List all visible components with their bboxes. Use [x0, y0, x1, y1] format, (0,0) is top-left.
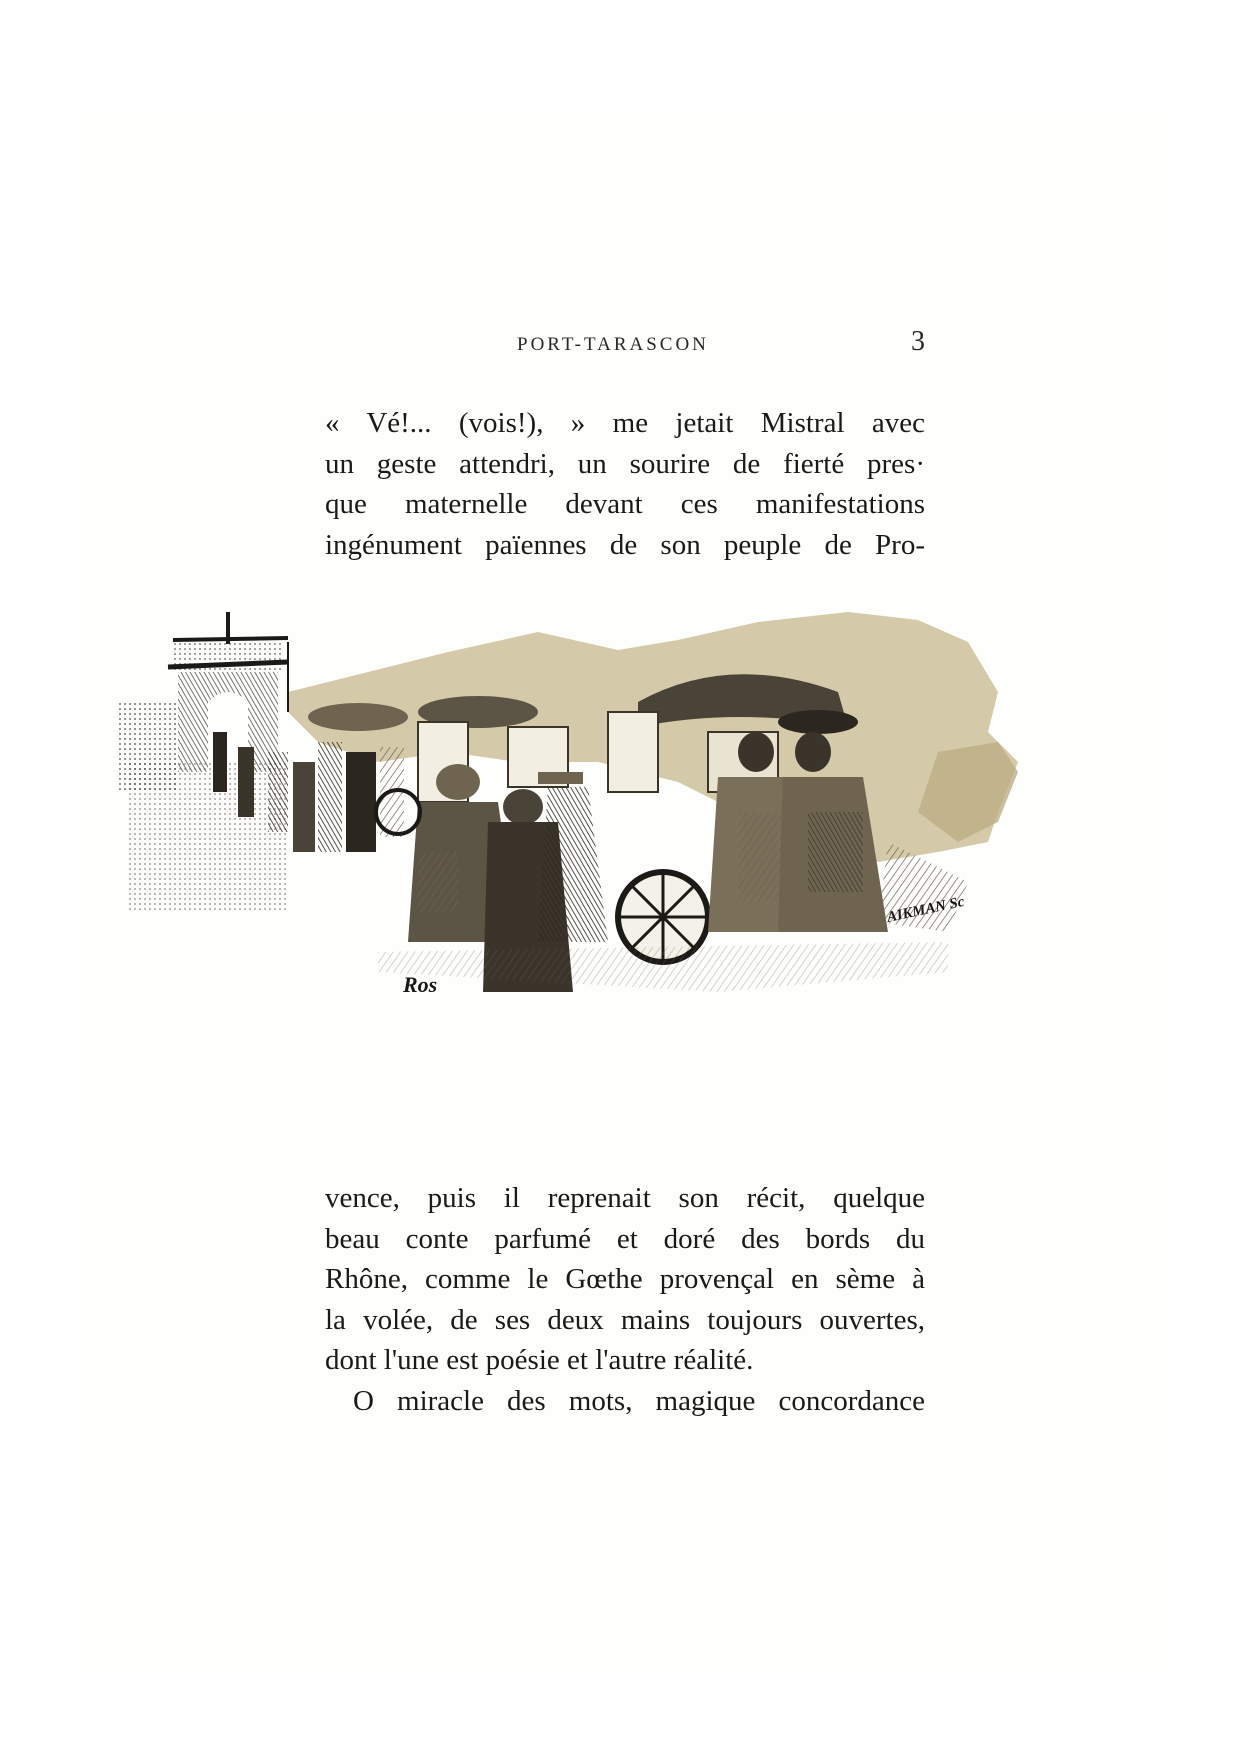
- artist-signature: Ros: [403, 972, 438, 997]
- text-line: vence, puis il reprenait son récit, quelque: [325, 1182, 925, 1214]
- engraver-signature: AIKMAN Sc: [885, 893, 966, 926]
- market-scene-engraving: [118, 612, 1118, 1132]
- text-line: « Vé!... (vois!), » me jetait Mistral avec: [325, 407, 925, 439]
- text-line: un geste attendri, un sourire de fierté pres·: [325, 447, 925, 480]
- text-line: Rhône, comme le Gœthe provençal en sème à: [325, 1263, 925, 1295]
- text-line: beau conte parfumé et doré des bords du: [325, 1222, 925, 1255]
- text-line: ingénument païennes de son peuple de Pro-: [325, 528, 925, 561]
- text-line: la volée, de ses deux mains toujours ouvertes,: [325, 1303, 925, 1336]
- paragraph-bottom: [325, 1178, 925, 1421]
- paragraph-top: [325, 403, 925, 565]
- page-number: 3: [911, 326, 925, 357]
- city-gate-drawing: [118, 612, 288, 912]
- parasol: [308, 703, 408, 731]
- text-line: que maternelle devant ces manifestations: [325, 488, 925, 520]
- text-line: O miracle des mots, magique concordance: [353, 1384, 925, 1417]
- page-header: [325, 326, 925, 366]
- engraving-illustration: [118, 612, 1118, 1132]
- running-title: PORT-TARASCON: [517, 334, 709, 355]
- text-line: dont l'une est poésie et l'autre réalité.: [325, 1344, 754, 1376]
